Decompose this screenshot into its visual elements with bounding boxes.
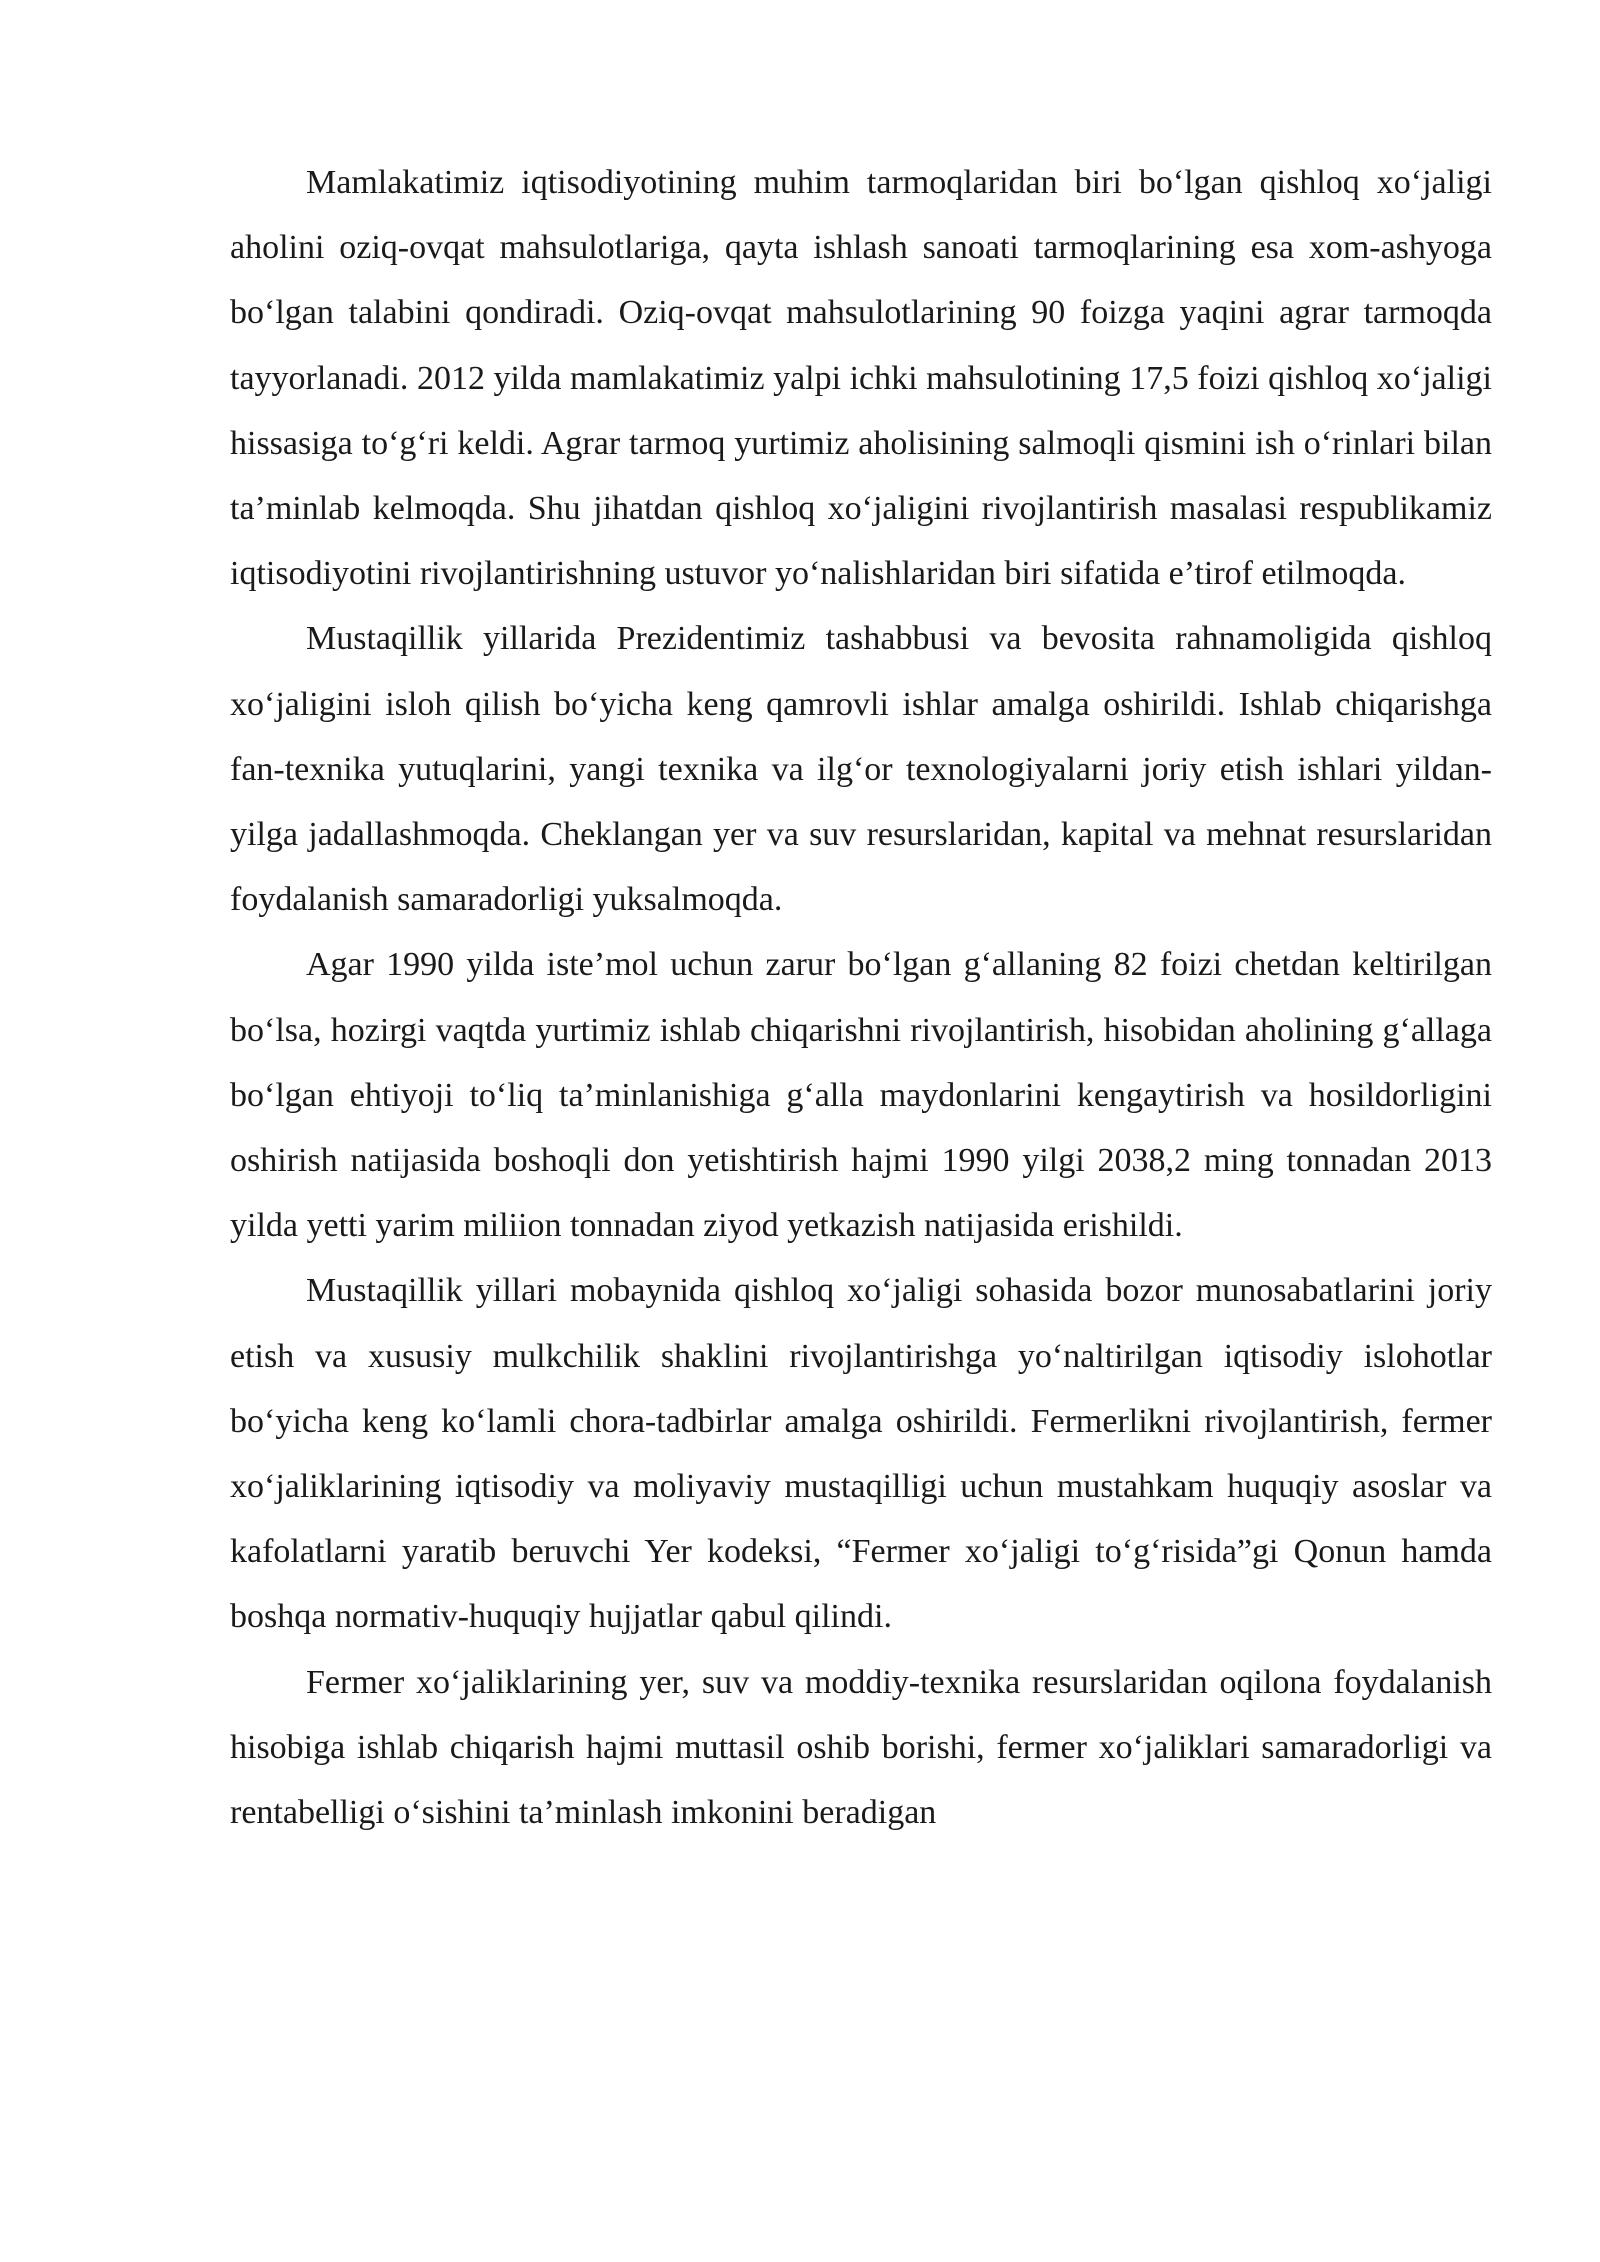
paragraph-market-relations: Mustaqillik yillari mobaynida qishloq xo‘jaligi sohasida bozor munosabatlarini joriy etish va xususiy mulkchilik shaklini rivojlantirishga yo‘naltirilgan iqtisodiy islohotlar bo‘yicha keng ko‘lamli chora-tadbirlar amalga oshirildi. Fermerlikni rivojlantirish, fermer xo‘jaliklarining iqtisodiy va moliyaviy mustaqilligi uchun mustahkam huquqiy asoslar va kafolatlarni yaratib beruvchi Yer kodeksi, “Fermer xo‘jaligi to‘g‘risida”gi Qonun hamda boshqa normativ-huquqiy hujjatlar qabul qilindi. <box>230 1272 1492 1636</box>
paragraph-farmer-resources: Fermer xo‘jaliklarining yer, suv va moddiy-texnika resurslaridan oqilona foydalanish hisobiga ishlab chiqarish hajmi muttasil oshib borishi, fermer xo‘jaliklari samaradorligi va rentabelligi o‘sishini ta’minlash imkonini beradigan <box>230 1663 1492 1832</box>
document-body <box>230 150 1492 1845</box>
paragraph-independence-reforms: Mustaqillik yillarida Prezidentimiz tashabbusi va bevosita rahnamoligida qishloq xo‘jaligini isloh qilish bo‘yicha keng qamrovli ishlar amalga oshirildi. Ishlab chiqarishga fan-texnika yutuqlarini, yangi texnika va ilg‘or texnologiyalarni joriy etish ishlari yildan-yilga jadallashmoqda. Cheklangan yer va suv resurslaridan, kapital va mehnat resurslaridan foydalanish samaradorligi yuksalmoqda. <box>230 620 1492 919</box>
paragraph-agriculture-importance: Mamlakatimiz iqtisodiyotining muhim tarmoqlaridan biri bo‘lgan qishloq xo‘jaligi aholini oziq-ovqat mahsulotlariga, qayta ishlash sanoati tarmoqlarining esa xom-ashyoga bo‘lgan talabini qondiradi. Oziq-ovqat mahsulotlarining 90 foizga yaqini agrar tarmoqda tayyorlanadi. 2012 yilda mamlakatimiz yalpi ichki mahsulotining 17,5 foizi qishloq xo‘jaligi hissasiga to‘g‘ri keldi. Agrar tarmoq yurtimiz aholisining salmoqli qismini ish o‘rinlari bilan ta’minlab kelmoqda. Shu jihatdan qishloq xo‘jaligini rivojlantirish masalasi respublikamiz iqtisodiyotini rivojlantirishning ustuvor yo‘nalishlaridan biri sifatida e’tirof etilmoqda. <box>230 164 1492 593</box>
paragraph-grain-production: Agar 1990 yilda iste’mol uchun zarur bo‘lgan g‘allaning 82 foizi chetdan keltirilgan bo‘lsa, hozirgi vaqtda yurtimiz ishlab chiqarishni rivojlantirish, hisobidan aholining g‘allaga bo‘lgan ehtiyoji to‘liq ta’minlanishiga g‘alla maydonlarini kengaytirish va hosildorligini oshirish natijasida boshoqli don yetishtirish hajmi 1990 yilgi 2038,2 ming tonnadan 2013 yilda yetti yarim miliion tonnadan ziyod yetkazish natijasida erishildi. <box>230 946 1492 1245</box>
